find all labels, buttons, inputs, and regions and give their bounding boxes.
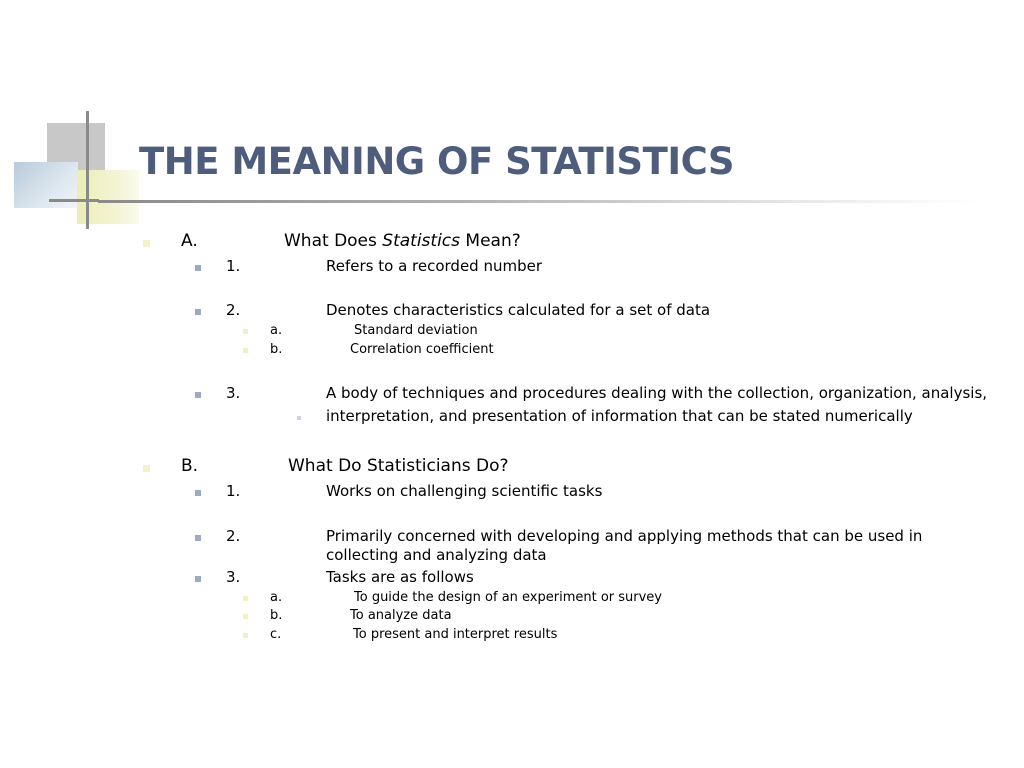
item-text: Tasks are as follows: [326, 568, 474, 586]
subitem-marker: a.: [270, 590, 283, 605]
item-text: Denotes characteristics calculated for a set of data: [326, 301, 711, 319]
bullet-icon: [195, 490, 201, 496]
subitem-marker: b.: [270, 342, 283, 357]
bullet-icon: [195, 535, 201, 541]
bullet-icon: [243, 329, 248, 334]
item-marker: 2.: [226, 527, 241, 545]
item-marker: 1.: [226, 257, 241, 275]
section-marker: A.: [181, 231, 198, 251]
subitem-marker: c.: [270, 627, 282, 642]
item-text: Refers to a recorded number: [326, 257, 542, 275]
decor-horizontal-line: [49, 199, 99, 202]
subitem-text: Standard deviation: [354, 323, 478, 338]
item-text: A body of techniques and procedures dealing with the collection, organization, analysis,: [326, 384, 988, 402]
slide-title: THE MEANING OF STATISTICS: [139, 140, 735, 183]
item-text: Works on challenging scientific tasks: [326, 482, 603, 500]
bullet-icon: [195, 265, 201, 271]
bullet-icon: [143, 240, 150, 247]
section-marker: B.: [181, 456, 199, 476]
item-marker: 1.: [226, 482, 241, 500]
title-underline-rule: [98, 200, 978, 203]
subitem-marker: b.: [270, 608, 283, 623]
subitem-marker: a.: [270, 323, 283, 338]
bullet-icon: [243, 633, 248, 638]
item-marker: 3.: [226, 384, 241, 402]
decor-vertical-line: [86, 111, 89, 229]
subitem-text: To analyze data: [350, 608, 452, 623]
item-text: collecting and analyzing data: [326, 546, 547, 564]
item-text: Primarily concerned with developing and applying methods that can be used in: [326, 527, 923, 545]
bullet-icon: [297, 416, 301, 420]
item-text: interpretation, and presentation of information that can be stated numerically: [326, 407, 913, 425]
subitem-text: To present and interpret results: [353, 627, 558, 642]
bullet-icon: [243, 596, 248, 601]
item-marker: 2.: [226, 301, 241, 319]
bullet-icon: [243, 348, 248, 353]
subitem-text: To guide the design of an experiment or survey: [354, 590, 663, 605]
bullet-icon: [195, 309, 201, 315]
item-marker: 3.: [226, 568, 241, 586]
bullet-icon: [143, 465, 150, 472]
section-heading-text: What Does Statistics Mean?: [284, 231, 521, 251]
section-heading-text: What Do Statisticians Do?: [288, 456, 509, 476]
bullet-icon: [195, 392, 201, 398]
subitem-text: Correlation coefficient: [350, 342, 494, 357]
bullet-icon: [195, 576, 201, 582]
bullet-icon: [243, 614, 248, 619]
